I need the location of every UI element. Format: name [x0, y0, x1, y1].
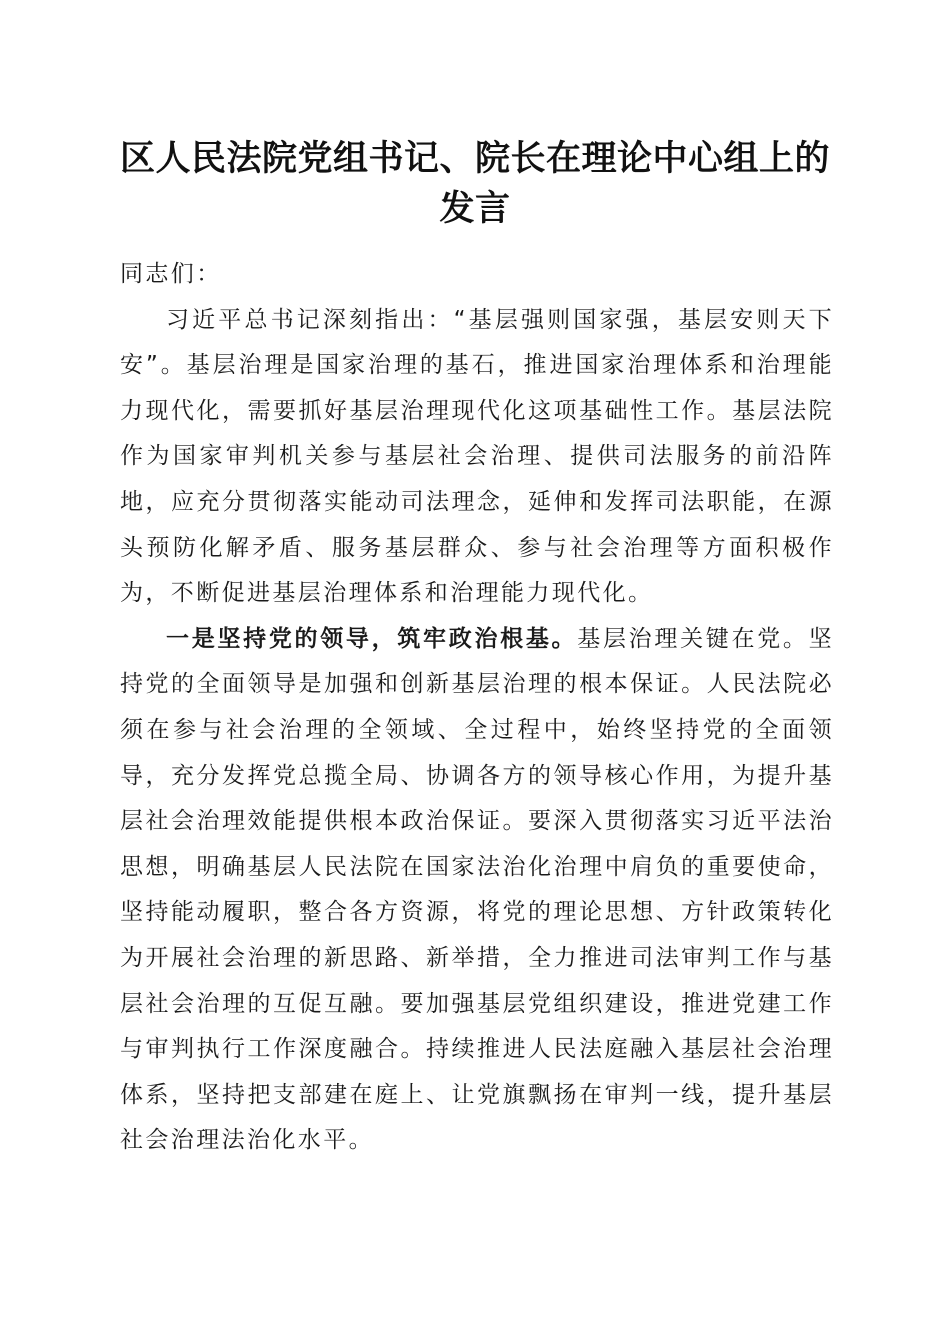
document-title — [95, 134, 855, 234]
paragraph-point-one-text: 基层治理关键在党。坚持党的全面领导是加强和创新基层治理的根本保证。人民法院必须在参与社会治理的全领域、全过程中，始终坚持党的全面领导，充分发挥党总揽全局、协调各方的领导核心作用，为提升基层社会治理效能提供根本政治保证。要深入贯彻落实习近平法治思想，明确基层人民法院在国家法治化治理中肩负的重要使命，坚持能动履职，整合各方资源，将党的理论思想、方针政策转化为开展社会治理的新思路、新举措，全力推进司法审判工作与基层社会治理的互促互融。要加强基层党组织建设，推进党建工作与审判执行工作深度融合。持续推进人民法庭融入基层社会治理体系，坚持把支部建在庭上、让党旗飘扬在审判一线，提升基层社会治理法治化水平。 — [120, 625, 834, 1154]
paragraph-point-one-heading: 一是坚持党的领导，筑牢政治根基。 — [166, 625, 578, 652]
title-line-1: 区人民法院党组书记、院长在理论中心组上的 — [119, 138, 830, 179]
document-body — [120, 252, 834, 1164]
title-line-2: 发言 — [439, 188, 511, 229]
paragraph-intro-text: 习近平总书记深刻指出：“基层强则国家强，基层安则天下安”。基层治理是国家治理的基石，推进国家治理体系和治理能力现代化，需要抓好基层治理现代化这项基础性工作。基层法院作为国家审判机关参与基层社会治理、提供司法服务的前沿阵地，应充分贯彻落实能动司法理念，延伸和发挥司法职能，在源头预防化解矛盾、服务基层群众、参与社会治理等方面积极作为，不断促进基层治理体系和治理能力现代化。 — [120, 306, 834, 607]
paragraph-point-one — [120, 617, 834, 1164]
paragraph-intro — [120, 298, 834, 617]
salutation: 同志们： — [120, 261, 222, 287]
